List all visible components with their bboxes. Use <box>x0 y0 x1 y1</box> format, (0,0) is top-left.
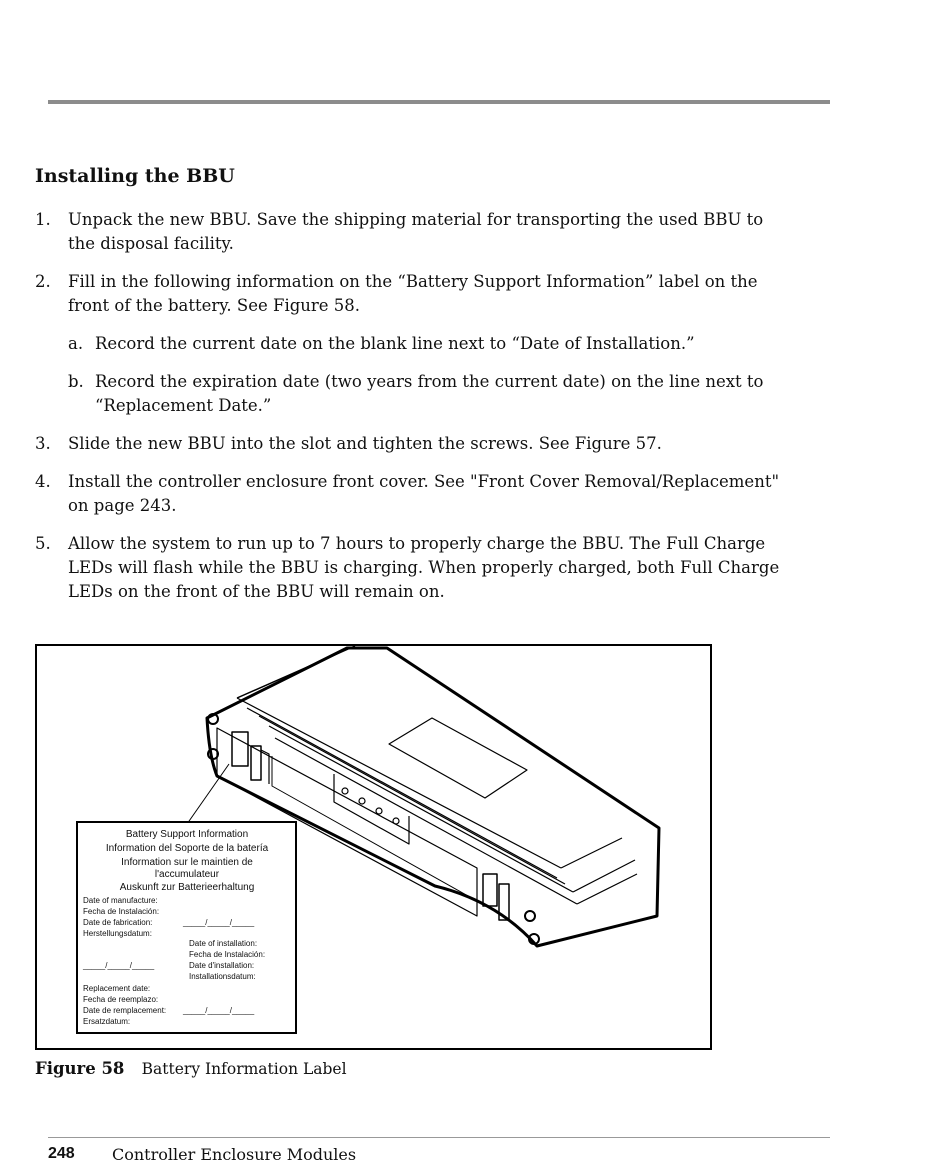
step-text: Fill in the following information on the “Battery Support Information” label on the front of the battery. See Figure 58. <box>68 272 758 315</box>
step-item <box>35 208 795 256</box>
step-item <box>35 532 795 604</box>
substep-item <box>68 370 795 418</box>
installation-date-label: Fecha de Instalación: <box>189 950 266 959</box>
substep-letter: b. <box>68 372 84 391</box>
step-text: Allow the system to run up to 7 hours to properly charge the BBU. The Full Charge LEDs will flash while the BBU is charging. When properly charged, both Full Charge LEDs on the front of the BBU will remain on. <box>68 534 780 601</box>
installation-date-label: Date of installation: <box>189 939 258 948</box>
step-number: 1. <box>35 210 51 229</box>
substep-text: Record the current date on the blank line next to “Date of Installation.” <box>95 334 695 353</box>
installation-date-blank: _____/_____/_____ <box>83 961 155 970</box>
label-title-line: l'accumulateur <box>154 869 220 880</box>
step-number: 5. <box>35 534 51 553</box>
replacement-date-label: Ersatzdatum: <box>83 1017 131 1026</box>
step-item <box>35 470 795 518</box>
header-rule <box>48 100 830 104</box>
figure-frame <box>35 644 712 1050</box>
installation-steps <box>35 208 795 618</box>
substep-letter: a. <box>68 334 84 353</box>
page-number: 248 <box>48 1145 75 1162</box>
bbu-illustration <box>37 646 712 1050</box>
step-number: 3. <box>35 434 51 453</box>
battery-support-label <box>77 822 296 1033</box>
replacement-date-label: Fecha de reemplazo: <box>83 995 159 1004</box>
step-text: Install the controller enclosure front cover. See "Front Cover Removal/Replacement" on page 243. <box>68 472 780 515</box>
figure-number: Figure 58 <box>35 1059 125 1078</box>
footer-rule <box>48 1137 830 1138</box>
step-number: 4. <box>35 472 51 491</box>
step-number: 2. <box>35 272 51 291</box>
step-item <box>35 432 795 456</box>
replacement-date-label: Date de remplacement: <box>83 1006 167 1015</box>
replacement-date-label: Replacement date: <box>83 984 151 993</box>
figure-title: Battery Information Label <box>141 1060 347 1078</box>
installation-date-label: Date d'installation: <box>189 961 255 970</box>
label-title-line: Information del Soporte de la batería <box>105 843 269 854</box>
step-item <box>35 270 795 418</box>
manufacture-date-label: Date of manufacture: <box>83 896 158 905</box>
installation-date-label: Installationsdatum: <box>189 972 256 981</box>
section-heading: Installing the BBU <box>35 165 235 187</box>
manufacture-date-label: Date de fabrication: <box>83 918 153 927</box>
manufacture-date-blank: _____/_____/_____ <box>183 918 255 927</box>
footer-section-title: Controller Enclosure Modules <box>112 1145 357 1164</box>
replacement-date-blank: _____/_____/_____ <box>183 1006 255 1015</box>
substep-item <box>68 332 795 356</box>
label-title-line: Battery Support Information <box>125 829 249 840</box>
label-title-line: Auskunft zur Batterieerhaltung <box>119 882 255 893</box>
manufacture-date-label: Herstellungsdatum: <box>83 929 152 938</box>
substep-text: Record the expiration date (two years from the current date) on the line next to “Replacement Date.” <box>95 372 764 415</box>
step-text: Unpack the new BBU. Save the shipping material for transporting the used BBU to the disposal facility. <box>68 210 764 253</box>
step-text: Slide the new BBU into the slot and tighten the screws. See Figure 57. <box>68 434 662 453</box>
figure-caption <box>35 1059 347 1078</box>
label-title-line: Information sur le maintien de <box>121 857 253 868</box>
manufacture-date-label: Fecha de Instalación: <box>83 907 160 916</box>
